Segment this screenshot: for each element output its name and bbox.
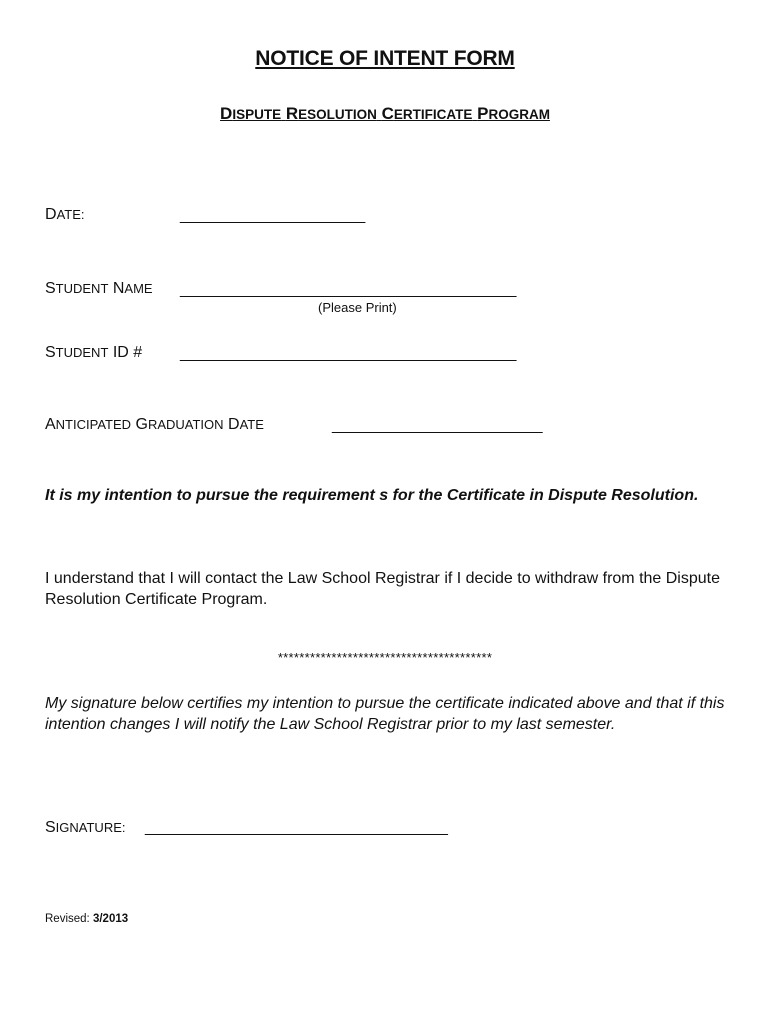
signature-label: SIGNATURE: (45, 819, 126, 836)
form-title: NOTICE OF INTENT FORM (255, 47, 515, 70)
form-subtitle: DISPUTE RESOLUTION CERTIFICATE PROGRAM (220, 104, 550, 123)
student-id-label: STUDENT ID # (45, 344, 143, 361)
graduation-date-field[interactable]: _________________________ (332, 417, 542, 434)
please-print-note: (Please Print) (318, 300, 397, 315)
date-field[interactable]: ______________________ (180, 207, 365, 224)
revised-note (45, 913, 128, 925)
student-name-field[interactable]: ________________________________________ (180, 281, 516, 298)
date-label: DATE: (45, 206, 85, 223)
revised-date: 3/2013 (92, 913, 129, 925)
stars-divider: **************************************** (277, 650, 493, 665)
intent-statement: It is my intention to pursue the requirement s for the Certificate in Dispute Resolution. (45, 487, 699, 504)
revised-label: Revised: (45, 913, 90, 925)
graduation-date-label: ANTICIPATED GRADUATION DATE (45, 416, 264, 433)
signature-field[interactable]: ____________________________________ (145, 819, 448, 836)
student-id-field[interactable]: ________________________________________ (180, 345, 516, 362)
withdraw-statement: I understand that I will contact the Law School Registrar if I decide to withdraw from the Dispute Resolution Certificate Program. (45, 570, 720, 608)
certify-statement: My signature below certifies my intention to pursue the certificate indicated above and that if this intention changes I will notify the Law School Registrar prior to my last semester. (45, 695, 725, 733)
student-name-label: STUDENT NAME (45, 280, 153, 297)
